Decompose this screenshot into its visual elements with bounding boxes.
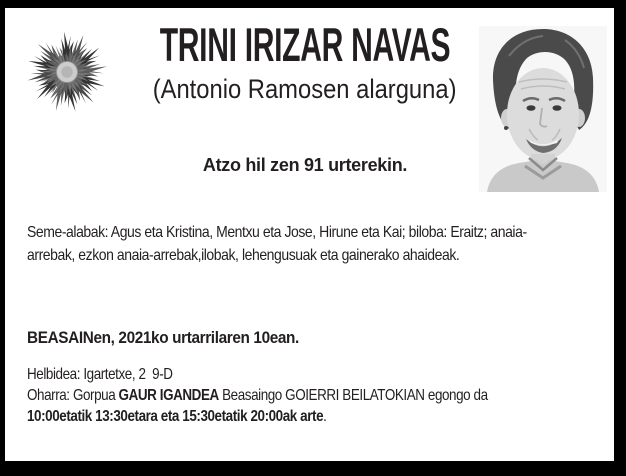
note-middle: Beasaingo GOIERRI BEILATOKIAN egongo da bbox=[218, 387, 488, 404]
address-line: Helbidea: Igartetxe, 2 9-D bbox=[27, 366, 173, 383]
deceased-portrait-photo bbox=[479, 26, 607, 192]
face bbox=[507, 68, 579, 160]
deceased-name: TRINI IRIZAR NAVAS bbox=[159, 18, 451, 71]
right-eye bbox=[553, 105, 562, 111]
note-prefix: Oharra: Gorpua bbox=[27, 387, 119, 404]
address-note-block bbox=[27, 364, 533, 427]
earring bbox=[504, 126, 508, 130]
note-suffix: . bbox=[323, 408, 327, 425]
left-eye bbox=[527, 105, 536, 111]
spouse-relationship: (Antonio Ramosen alarguna) bbox=[153, 74, 457, 104]
family-members-paragraph: Seme-alabak: Agus eta Kristina, Mentxu eta Jose, Hirune eta Kai; biloba: Eraitz; anaia-arrebak, ezkon anaia-arrebak,ilobak, lehengusuak eta gainerako ahaideak. bbox=[27, 224, 527, 264]
note-highlight-hours: 10:00etatik 13:30etara eta 15:30etatik 20:00ak arte bbox=[27, 408, 324, 425]
note-highlight-day: GAUR IGANDEA bbox=[118, 387, 219, 404]
place-date-line: BEASAINen, 2021ko urtarrilaren 10ean. bbox=[27, 329, 299, 347]
death-announcement: Atzo hil zen 91 urterekin. bbox=[202, 155, 408, 175]
wake-note bbox=[27, 385, 533, 427]
obituary-card bbox=[5, 8, 614, 461]
